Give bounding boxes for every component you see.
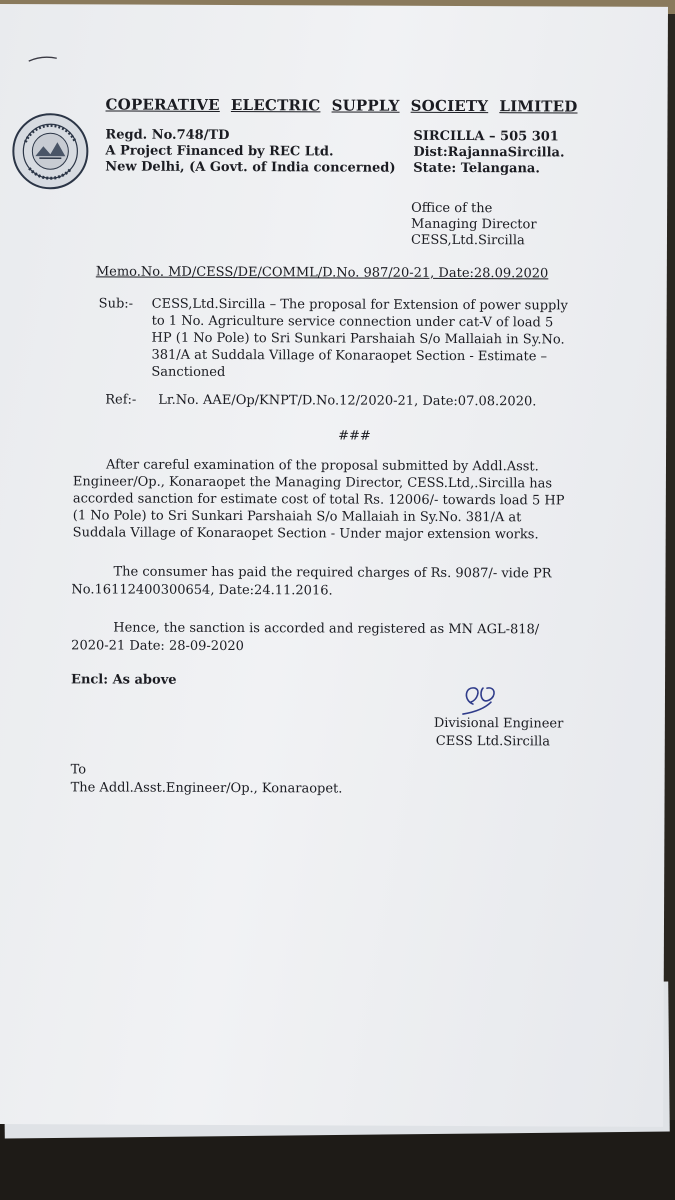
separator: ###	[338, 428, 371, 444]
registration-number: Regd. No.748/TD	[105, 127, 230, 144]
subject-line: to 1 No. Agriculture service connection under cat-V of load 5	[151, 313, 554, 331]
organisation-name	[106, 96, 578, 114]
office-line: CESS,Ltd.Sircilla	[410, 232, 525, 249]
address-district: Dist:RajannaSircilla.	[413, 144, 565, 161]
address-state: State: Telangana.	[413, 160, 540, 177]
subject-line: Sanctioned	[151, 364, 226, 380]
subject-line: CESS,Ltd.Sircilla – The proposal for Extension of power supply	[151, 296, 568, 314]
office-line: Managing Director	[411, 216, 537, 233]
subject-line: 381/A at Suddala Village of Konaraopet Section - Estimate –	[151, 347, 548, 365]
org-word: ELECTRIC	[230, 96, 321, 115]
office-line: Office of the	[411, 200, 493, 217]
body-p1-line: Engineer/Op., Konaraopet the Managing Director, CESS.Ltd,.Sircilla has	[72, 474, 553, 492]
body-p1-line: After careful examination of the proposal submitted by Addl.Asst.	[105, 457, 539, 475]
org-word: SOCIETY	[410, 96, 489, 116]
body-p2-line: No.16112400300654, Date:24.11.2016.	[71, 582, 333, 599]
letter-sheet	[0, 4, 668, 1127]
signatory-office: CESS Ltd.Sircilla	[435, 733, 551, 750]
reference-label: Ref:-	[105, 392, 137, 408]
recipient-address: The Addl.Asst.Engineer/Op., Konaraopet.	[70, 780, 343, 797]
body-p2-line: The consumer has paid the required charges of Rs. 9087/- vide PR	[113, 564, 552, 582]
signature-icon	[455, 682, 519, 718]
subject-label: Sub:-	[98, 296, 134, 312]
body-p3-line: Hence, the sanction is accorded and registered as MN AGL-818/	[113, 620, 540, 638]
body-p1-line: Suddala Village of Konaraopet Section - Under major extension works.	[72, 525, 539, 543]
org-word: COPERATIVE	[105, 95, 220, 114]
subject-line: HP (1 No Pole) to Sri Sunkari Parshaiah S/o Mallaiah in Sy.No.	[151, 330, 565, 348]
body-p3-line: 2020-21 Date: 28-09-2020	[71, 638, 244, 655]
body-p1-line: (1 No Pole) to Sri Sunkari Parshaiah S/o Mallaiah in Sy.No. 381/A at	[72, 508, 522, 526]
enclosure: Encl: As above	[71, 672, 177, 688]
pen-mark-icon	[28, 52, 58, 64]
memo-number: Memo.No. MD/CESS/DE/COMML/D.No. 987/20-21, Date:28.09.2020	[95, 264, 549, 282]
recipient-to: To	[70, 762, 87, 778]
org-word: SUPPLY	[331, 96, 400, 115]
society-seal-icon	[11, 112, 89, 190]
org-word: LIMITED	[499, 97, 578, 116]
reference-text: Lr.No. AAE/Op/KNPT/D.No.12/2020-21, Date:07.08.2020.	[158, 392, 537, 410]
address-city: SIRCILLA – 505 301	[413, 128, 559, 145]
signatory-title: Divisional Engineer	[433, 715, 564, 732]
project-financed-line: A Project Financed by REC Ltd.	[105, 143, 334, 160]
govt-concern-line: New Delhi, (A Govt. of India concerned)	[105, 159, 396, 176]
body-p1-line: accorded sanction for estimate cost of total Rs. 12006/- towards load 5 HP	[72, 491, 565, 509]
